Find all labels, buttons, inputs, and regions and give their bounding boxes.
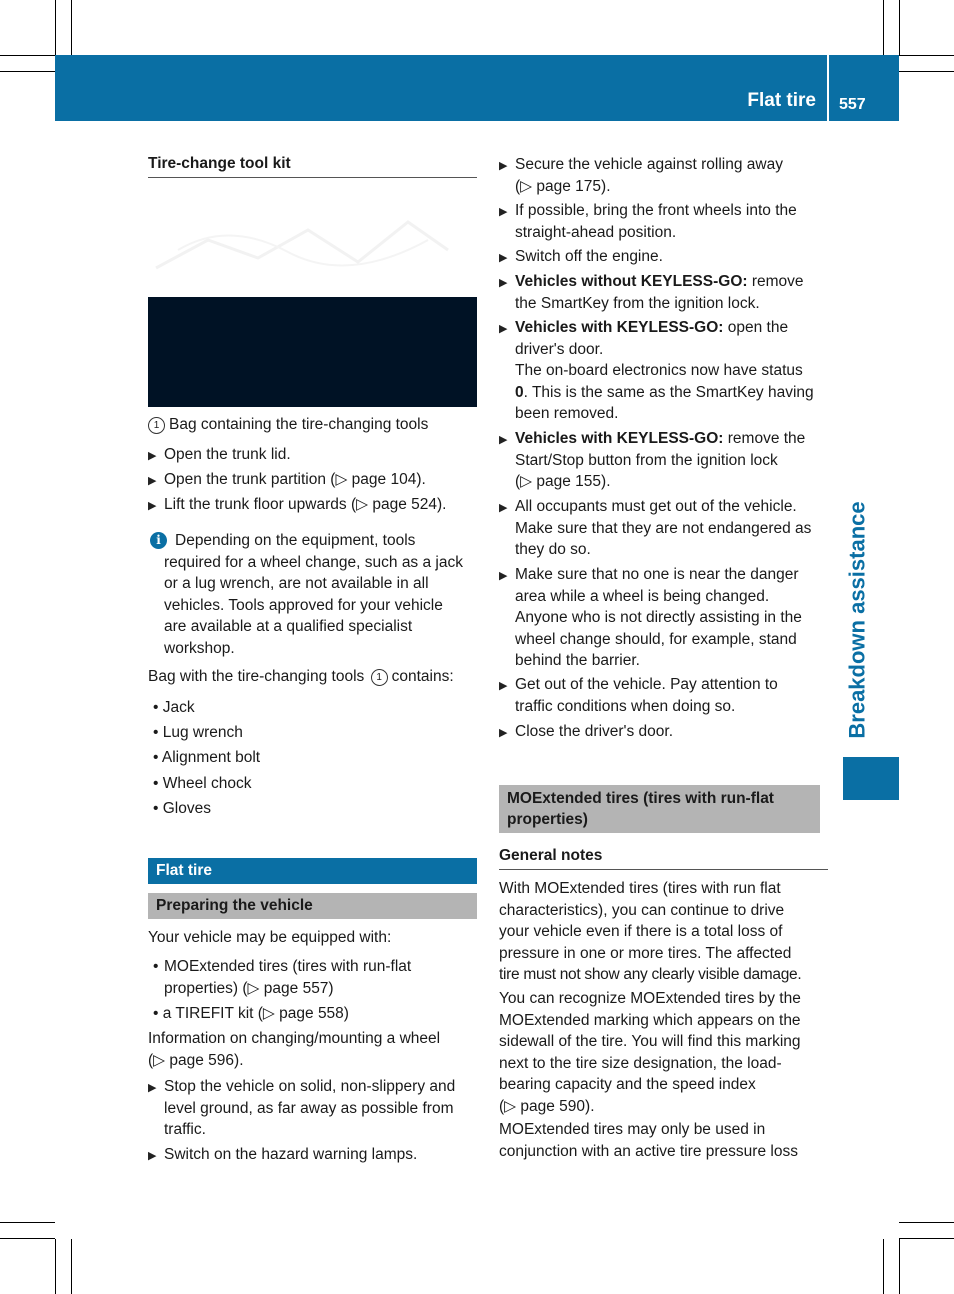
step-arrow-icon: ▶ (499, 160, 508, 172)
callout-number: 1 (148, 417, 165, 434)
step-arrow-icon: ▶ (148, 1082, 157, 1094)
step-text: Vehicles with KEYLESS-GO: open the driver's door. The on-board electronics now have status 0. This is the same as the SmartKey having been removed. (515, 319, 814, 422)
crop-mark (899, 55, 954, 56)
list-item: • Gloves (153, 800, 211, 817)
list-item: • Wheel chock (153, 775, 252, 792)
page-number: 557 (839, 96, 866, 113)
step-text: Vehicles without KEYLESS-GO: remove the SmartKey from the ignition lock. (515, 273, 804, 312)
step-text: Switch on the hazard warning lamps. (164, 1146, 418, 1163)
step-arrow-icon: ▶ (499, 206, 508, 218)
crop-mark (55, 0, 56, 55)
bag-contents-intro: Bag with the tire-changing tools 1 contains: (148, 668, 454, 685)
header-title: Flat tire (747, 90, 816, 111)
list-item: • Jack (153, 699, 195, 716)
crop-mark (71, 0, 72, 55)
step-text: Open the trunk partition (▷ page 104). (164, 471, 426, 488)
step-arrow-icon: ▶ (148, 500, 157, 512)
step-arrow-icon: ▶ (499, 277, 508, 289)
list-item: • Lug wrench (153, 724, 243, 741)
list-item: • (153, 958, 159, 975)
step-text: Secure the vehicle against rolling away (▷ page 175). (515, 156, 783, 195)
step-text: Get out of the vehicle. Pay attention to traffic conditions when doing so. (515, 676, 778, 715)
step-text: All occupants must get out of the vehicle. Make sure that they are not endangered as they do so. (515, 498, 812, 558)
info-icon: i (150, 532, 167, 549)
list-item-text: MOExtended tires (tires with run-flat properties) (▷ page 557) (164, 958, 412, 997)
step-arrow-icon: ▶ (499, 434, 508, 446)
step-arrow-icon: ▶ (499, 502, 508, 514)
tool-kit-illustration-faint (148, 180, 477, 290)
side-tab-marker (843, 757, 899, 800)
step-text: Switch off the engine. (515, 248, 663, 265)
step-arrow-icon: ▶ (148, 475, 157, 487)
preparing-heading: Preparing the vehicle (148, 893, 477, 919)
step-arrow-icon: ▶ (499, 680, 508, 692)
crop-mark (899, 0, 900, 55)
info-text: Depending on the equipment, tools required for a wheel change, such as a jack or a lug wrench, are not available in all vehicles. Tools approved for your vehicle are available at a qualified specialist workshop. (164, 532, 463, 657)
step-arrow-icon: ▶ (499, 570, 508, 582)
step-arrow-icon: ▶ (148, 450, 157, 462)
side-tab (843, 495, 871, 745)
moextended-heading: MOExtended tires (tires with run-flat properties) (499, 785, 820, 833)
crop-mark (0, 1238, 55, 1239)
paragraph: MOExtended tires may only be used in conjunction with an active tire pressure loss (499, 1121, 798, 1160)
paragraph: You can recognize MOExtended tires by the MOExtended marking which appears on the sidewall of the tire. You will find this marking next to the tire size designation, the load- bearing capacity and the speed index (▷ page 590). (499, 990, 801, 1115)
callout-number: 1 (371, 669, 388, 686)
crop-mark (0, 55, 55, 56)
tool-kit-heading: Tire-change tool kit (148, 153, 477, 178)
side-tab-label: Breakdown assistance (844, 501, 870, 739)
step-text: Open the trunk lid. (164, 446, 291, 463)
crop-mark (899, 1238, 954, 1239)
crop-mark (0, 1222, 55, 1223)
crop-mark (0, 71, 55, 72)
step-text: If possible, bring the front wheels into the straight-ahead position. (515, 202, 797, 241)
crop-mark (71, 1239, 72, 1294)
crop-mark (883, 1239, 884, 1294)
crop-mark (55, 1239, 56, 1294)
crop-mark (899, 1222, 954, 1223)
info-change-text: Information on changing/mounting a wheel (▷ page 596). (148, 1030, 441, 1069)
step-text: Vehicles with KEYLESS-GO: remove the Start/Stop button from the ignition lock (▷ page 155). (515, 430, 806, 490)
step-text: Make sure that no one is near the danger area while a wheel is being changed. Anyone who is not directly assisting in the wheel change should, for example, stand behind the barrier. (515, 566, 802, 669)
step-arrow-icon: ▶ (148, 1150, 157, 1162)
flat-tire-heading: Flat tire (148, 858, 477, 884)
list-item: • a TIREFIT kit (▷ page 558) (153, 1005, 349, 1022)
equipped-intro: Your vehicle may be equipped with: (148, 929, 392, 946)
figure-caption: 1 Bag containing the tire-changing tools (148, 414, 478, 436)
general-notes-heading: General notes (499, 845, 828, 870)
step-arrow-icon: ▶ (499, 252, 508, 264)
step-text: Lift the trunk floor upwards (▷ page 524). (164, 496, 447, 513)
crop-mark (883, 0, 884, 55)
crop-mark (899, 1239, 900, 1294)
step-arrow-icon: ▶ (499, 727, 508, 739)
header-divider (827, 55, 829, 121)
step-text: Close the driver's door. (515, 723, 674, 740)
crop-mark (899, 71, 954, 72)
step-arrow-icon: ▶ (499, 323, 508, 335)
tool-kit-photo (148, 297, 477, 407)
paragraph: With MOExtended tires (tires with run flat characteristics), you can continue to drive your vehicle even if there is a total loss of pressure in one or more tires. The affected tire must not show any clearly visible damage. (499, 880, 802, 983)
list-item: • Alignment bolt (153, 749, 261, 766)
step-text: Stop the vehicle on solid, non-slippery and level ground, as far away as possible from traffic. (164, 1078, 456, 1138)
